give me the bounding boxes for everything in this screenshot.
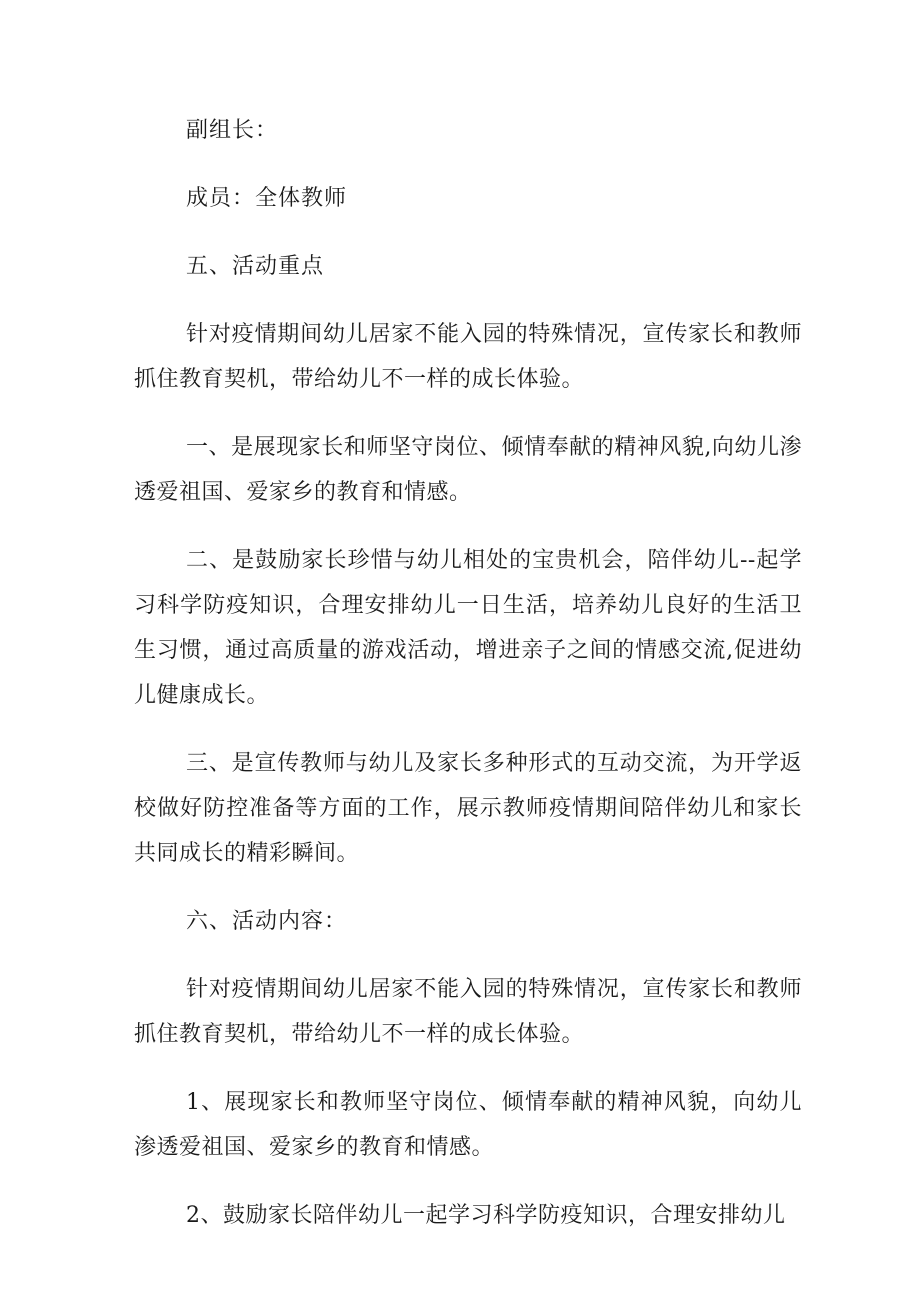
deputy-leader-line: 副组长： [186, 118, 279, 143]
members-line: 成员：全体教师 [186, 186, 348, 211]
paragraph-content-two: 2、鼓励家长陪伴幼儿一起学习科学防疫知识，合理安排幼儿 [186, 1203, 786, 1228]
section-heading-five: 五、活动重点 [186, 254, 325, 279]
paragraph-focus-intro: 针对疫情期间幼儿居家不能入园的特殊情况，宣传家长和教师抓住教育契机，带给幼儿不一样的成长体验。 [134, 322, 802, 392]
paragraph-focus-one: 一、是展现家长和师坚守岗位、倾情奉献的精神风貌,向幼儿渗透爱祖国、爱家乡的教育和情感。 [134, 435, 802, 505]
paragraph-content-one: 1、展现家长和教师坚守岗位、倾情奉献的精神风貌，向幼儿渗透爱祖国、爱家乡的教育和情感。 [134, 1090, 802, 1160]
paragraph-focus-three: 三、是宣传教师与幼儿及家长多种形式的互动交流，为开学返校做好防控准备等方面的工作，展示教师疫情期间陪伴幼儿和家长共同成长的精彩瞬间。 [134, 751, 802, 866]
section-heading-six: 六、活动内容： [186, 909, 348, 934]
paragraph-focus-two: 二、是鼓励家长珍惜与幼儿相处的宝贵机会，陪伴幼儿--起学习科学防疫知识，合理安排幼儿一日生活，培养幼儿良好的生活卫生习惯，通过高质量的游戏活动，增进亲子之间的情感交流,促进幼儿健康成长。 [134, 548, 802, 708]
paragraph-content-intro: 针对疫情期间幼儿居家不能入园的特殊情况，宣传家长和教师抓住教育契机，带给幼儿不一样的成长体验。 [134, 977, 802, 1047]
